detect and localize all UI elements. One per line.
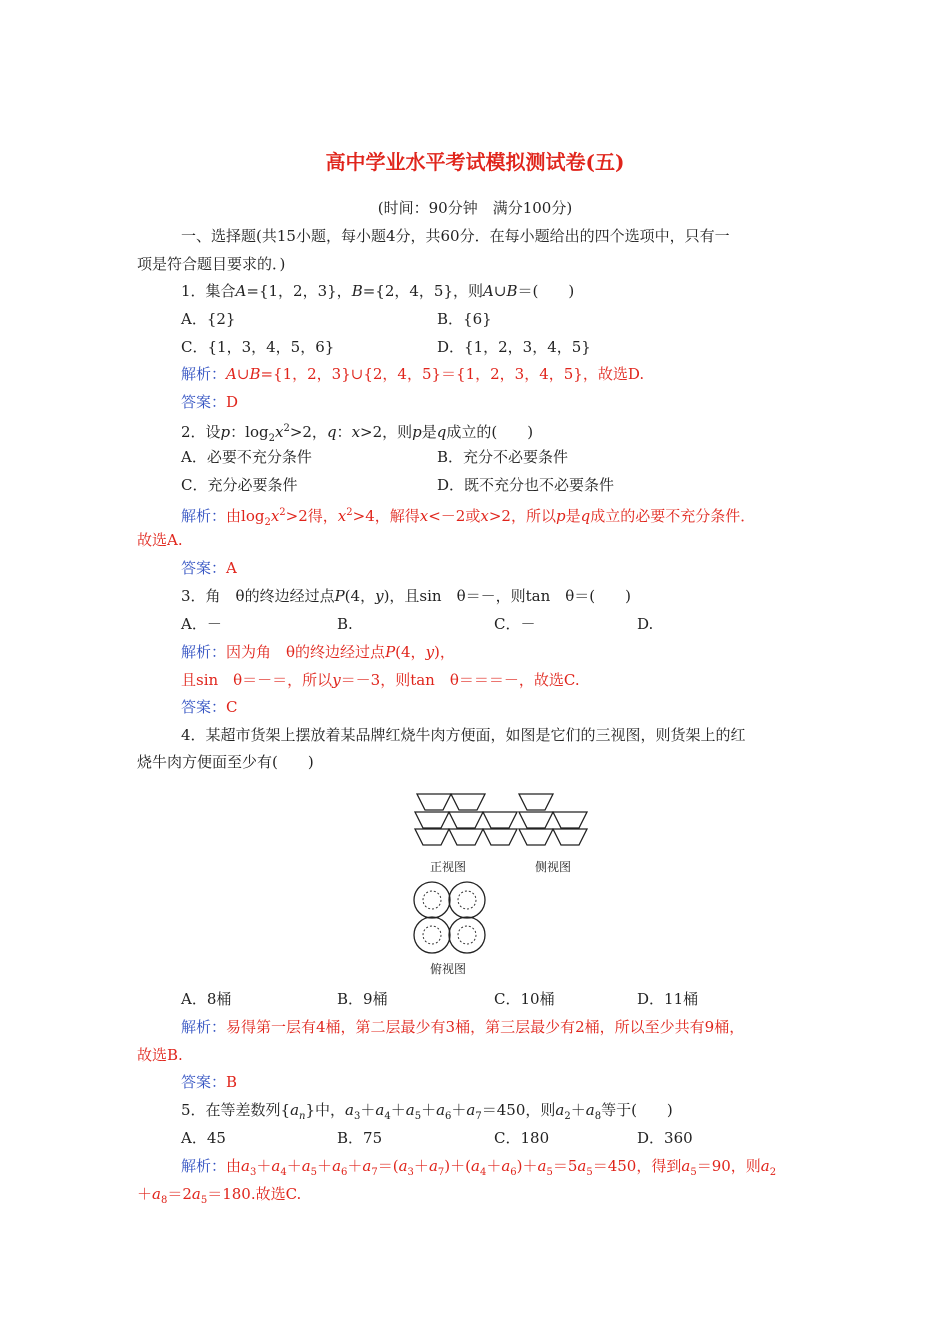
q5-analysis xyxy=(181,1155,776,1184)
q2-analysis-text: 成立的必要不充分条件． xyxy=(590,507,756,525)
q5-var-a: a xyxy=(332,1157,342,1175)
q5-var-a: a xyxy=(537,1157,547,1175)
q5-var-a: a xyxy=(405,1101,415,1119)
q5-subscript: 2 xyxy=(769,1167,777,1178)
q5-subscript: 3 xyxy=(407,1167,414,1178)
q2-analysis-text: 由log xyxy=(226,507,265,525)
q1-answer-value: D xyxy=(226,393,239,411)
q3-answer xyxy=(181,696,238,718)
q4-stem-line1: 4．某超市货架上摆放着某品牌红烧牛肉方便面，如图是它们的三视图，则货架上的红 xyxy=(181,726,746,744)
q4-option-a: A．8桶 xyxy=(181,990,232,1008)
q3-analysis-text: ＝－3，则tan θ＝＝＝－，故选C. xyxy=(340,671,580,689)
q2-exponent: 2 xyxy=(346,507,353,518)
q5-subscript: 5 xyxy=(586,1167,593,1178)
q3-var-y: y xyxy=(332,671,341,689)
q5-subscript: 2 xyxy=(564,1111,571,1122)
q2-var-p: p xyxy=(412,423,422,441)
q2-analysis-text: <－2或 xyxy=(428,507,481,525)
q5-stem-text: 等于( ) xyxy=(601,1101,673,1119)
q2-option-d: D．既不充分也不必要条件 xyxy=(437,476,615,494)
q5-plus: ＋ xyxy=(256,1157,272,1175)
q5-analysis-text: ＝( xyxy=(377,1157,399,1175)
front-view-bowl xyxy=(449,829,483,845)
q5-var-a: a xyxy=(555,1101,565,1119)
front-view-bowl xyxy=(483,829,517,845)
q5-subscript: 3 xyxy=(354,1111,361,1122)
q1-stem-text: 1．集合 xyxy=(181,282,236,300)
q5-analysis-text: ＋ xyxy=(137,1185,153,1203)
page-title: 高中学业水平考试模拟测试卷(五) xyxy=(325,150,625,174)
q3-stem-text: )，且sin θ＝－，则tan θ＝( ) xyxy=(383,587,631,605)
q3-option-a: A．－ xyxy=(181,615,222,633)
q1-option-a: A．{2} xyxy=(181,310,236,328)
q3-analysis-text: (4， xyxy=(395,643,426,661)
top-view-bowl xyxy=(449,882,485,918)
q2-analysis-text: >4，解得 xyxy=(352,507,420,525)
q1-answer xyxy=(181,391,238,413)
analysis-label: 解析： xyxy=(181,365,227,383)
q5-stem xyxy=(181,1099,673,1128)
q1-stem-text: ={1，2，3}， xyxy=(246,282,352,300)
q2-analysis-text: >2，所以 xyxy=(488,507,556,525)
q5-var-a: a xyxy=(428,1157,438,1175)
q2-var-x: x xyxy=(274,423,284,441)
front-view-bowl xyxy=(415,812,449,828)
q2-var-q: q xyxy=(436,423,447,441)
q5-plus: ＋ xyxy=(486,1157,502,1175)
q5-plus: ＋ xyxy=(347,1157,363,1175)
q3-var-y: y xyxy=(375,587,384,605)
top-view-bowl xyxy=(449,917,485,953)
q5-var-a: a xyxy=(577,1157,587,1175)
answer-label: 答案： xyxy=(181,393,227,411)
section-intro-line2: 项是符合题目要求的．) xyxy=(137,255,286,273)
q5-var-a: a xyxy=(470,1157,480,1175)
q5-var-a: a xyxy=(436,1101,446,1119)
q2-analysis xyxy=(181,502,755,534)
q5-var-a: a xyxy=(241,1157,250,1175)
q5-analysis-text: ＝90，则 xyxy=(696,1157,761,1175)
q5-subscript: 5 xyxy=(200,1195,208,1206)
answer-label: 答案： xyxy=(181,1073,227,1091)
q1-var-b: B xyxy=(506,282,518,300)
q2-stem-text: >2， xyxy=(289,423,327,441)
q5-subscript: 7 xyxy=(371,1167,378,1178)
q5-subscript: 8 xyxy=(160,1195,168,1206)
front-view-bowl xyxy=(451,794,485,810)
three-view-figure xyxy=(405,785,605,985)
q5-subscript: 7 xyxy=(475,1111,482,1122)
q3-option-d: D. xyxy=(637,615,654,633)
q5-plus: ＋ xyxy=(317,1157,333,1175)
q5-option-a: A．45 xyxy=(181,1129,226,1147)
q2-answer-value: A xyxy=(226,559,237,577)
q5-plus: ＋ xyxy=(421,1101,437,1119)
q5-plus: ＋ xyxy=(360,1101,376,1119)
q5-analysis-text: )＋( xyxy=(444,1157,471,1175)
q1-stem-text: ={2，4，5}，则 xyxy=(362,282,484,300)
q4-option-c: C．10桶 xyxy=(494,990,555,1008)
q5-subscript: 5 xyxy=(310,1167,318,1178)
q3-analysis-text: )， xyxy=(434,643,455,661)
q5-subscript: 3 xyxy=(249,1167,257,1178)
q2-var-q: q xyxy=(326,423,337,441)
q5-analysis-text: ＝450，得到 xyxy=(592,1157,682,1175)
answer-label: 答案： xyxy=(181,559,227,577)
q5-subscript: 7 xyxy=(437,1167,445,1178)
exam-subtitle: (时间：90分钟 满分100分) xyxy=(377,199,573,217)
q2-var-p: p xyxy=(555,507,566,525)
q5-analysis-text: 由 xyxy=(226,1157,242,1175)
q5-stem-text: ＝450，则 xyxy=(481,1101,556,1119)
q3-stem xyxy=(181,585,631,607)
q1-stem xyxy=(181,280,574,302)
q2-log-base: 2 xyxy=(264,517,271,528)
q2-analysis-text: 是 xyxy=(565,507,581,525)
q2-stem-text: 2．设 xyxy=(181,423,221,441)
q2-stem-text: 成立的( ) xyxy=(446,423,534,441)
q3-answer-value: C xyxy=(226,698,238,716)
q1-union: ∪ xyxy=(236,365,250,383)
side-view-bowl xyxy=(519,829,553,845)
top-view-label: 俯视图 xyxy=(429,962,467,976)
q5-var-a: a xyxy=(681,1157,691,1175)
q5-var-a: a xyxy=(585,1101,595,1119)
q2-stem-text: >2，则 xyxy=(360,423,413,441)
q1-var-a: A xyxy=(483,282,494,300)
q2-var-x: x xyxy=(337,507,347,525)
side-view-bowl xyxy=(519,812,553,828)
top-view-bowl xyxy=(414,917,450,953)
q5-stem-text: 5．在等差数列{ xyxy=(181,1101,291,1119)
q3-option-c: C．－ xyxy=(494,615,536,633)
q4-analysis xyxy=(181,1016,744,1038)
q3-stem-text: 3．角 θ的终边经过点 xyxy=(181,587,335,605)
q2-exponent: 2 xyxy=(279,507,286,518)
q1-var-a: A xyxy=(235,282,247,300)
q2-option-a: A．必要不充分条件 xyxy=(181,448,312,466)
q5-subscript: 5 xyxy=(546,1167,553,1178)
top-view-bowl-inner xyxy=(423,891,441,909)
q2-stem-text: 是 xyxy=(421,423,437,441)
q2-stem-text: ： xyxy=(336,423,352,441)
q4-answer-value: B xyxy=(226,1073,238,1091)
q1-var-b: B xyxy=(351,282,363,300)
front-view-bowl xyxy=(449,812,483,828)
q5-plus: ＋ xyxy=(413,1157,429,1175)
q1-stem-text: ＝( ) xyxy=(517,282,575,300)
q1-option-c: C．{1，3，4，5，6} xyxy=(181,338,335,356)
side-view-bowl xyxy=(553,829,587,845)
q5-subscript: n xyxy=(299,1111,306,1122)
q5-var-a: a xyxy=(191,1185,201,1203)
front-view-bowl xyxy=(417,794,451,810)
front-view-label: 正视图 xyxy=(429,860,467,874)
q2-analysis-text: >2得， xyxy=(285,507,338,525)
q5-subscript: 5 xyxy=(690,1167,697,1178)
q5-var-a: a xyxy=(398,1157,408,1175)
q5-var-a: a xyxy=(152,1185,161,1203)
q1-var-b: B xyxy=(249,365,261,383)
q3-var-y: y xyxy=(425,643,435,661)
front-view-bowl xyxy=(415,829,449,845)
q5-var-a: a xyxy=(271,1157,281,1175)
q5-plus: ＋ xyxy=(570,1101,586,1119)
q5-option-c: C．180 xyxy=(494,1129,550,1147)
q5-plus: ＋ xyxy=(286,1157,302,1175)
q2-option-b: B．充分不必要条件 xyxy=(437,448,569,466)
q3-analysis-line2 xyxy=(181,669,580,691)
q5-subscript: 6 xyxy=(341,1167,348,1178)
q2-stem-text: ：log xyxy=(230,423,269,441)
q5-stem-text: }中， xyxy=(305,1101,346,1119)
q2-var-x: x xyxy=(270,507,280,525)
q2-answer xyxy=(181,557,237,579)
q2-analysis-line2: 故选A. xyxy=(137,531,183,549)
q5-var-a: a xyxy=(375,1101,385,1119)
q3-var-p: P xyxy=(385,643,396,661)
q4-analysis-text: 易得第一层有4桶，第二层最少有3桶，第三层最少有2桶，所以至少共有9桶， xyxy=(226,1018,745,1036)
q2-exponent: 2 xyxy=(283,423,290,434)
q5-plus: ＋ xyxy=(451,1101,467,1119)
top-view-bowl-inner xyxy=(458,926,476,944)
side-view-bowl xyxy=(519,794,553,810)
q2-option-c: C．充分必要条件 xyxy=(181,476,298,494)
q5-subscript: 5 xyxy=(414,1111,422,1122)
q4-stem-line2: 烧牛肉方便面至少有( ) xyxy=(137,753,314,771)
q5-analysis-text: )＋ xyxy=(516,1157,538,1175)
analysis-label: 解析： xyxy=(181,1018,227,1036)
q1-union: ∪ xyxy=(493,282,507,300)
side-view-bowl xyxy=(553,812,587,828)
q5-var-a: a xyxy=(345,1101,354,1119)
q1-option-d: D．{1，2，3，4，5} xyxy=(437,338,591,356)
q5-plus: ＋ xyxy=(390,1101,406,1119)
q2-var-p: p xyxy=(220,423,231,441)
side-view-label: 侧视图 xyxy=(534,860,572,874)
q5-var-a: a xyxy=(362,1157,372,1175)
q1-option-b: B．{6} xyxy=(437,310,492,328)
q4-answer xyxy=(181,1071,237,1093)
q3-analysis-text: 因为角 θ的终边经过点 xyxy=(226,643,386,661)
q2-var-q: q xyxy=(580,507,591,525)
q4-option-b: B．9桶 xyxy=(337,990,388,1008)
answer-label: 答案： xyxy=(181,698,227,716)
q5-analysis-text: ＝5 xyxy=(552,1157,578,1175)
q5-subscript: 8 xyxy=(594,1111,602,1122)
q4-option-d: D．11桶 xyxy=(637,990,699,1008)
q5-var-a: a xyxy=(760,1157,770,1175)
top-view-bowl-inner xyxy=(423,926,441,944)
q5-var-a: a xyxy=(301,1157,311,1175)
q5-var-a: a xyxy=(290,1101,300,1119)
q5-analysis-line2 xyxy=(137,1183,301,1212)
section-intro-line1: 一、选择题(共15小题，每小题4分，共60分．在每小题给出的四个选项中，只有一 xyxy=(181,227,730,245)
analysis-label: 解析： xyxy=(181,643,227,661)
q5-analysis-text: ＝2 xyxy=(167,1185,192,1203)
q2-var-x: x xyxy=(480,507,489,525)
q5-var-a: a xyxy=(466,1101,476,1119)
q5-subscript: 4 xyxy=(479,1167,487,1178)
q3-var-p: P xyxy=(334,587,345,605)
q2-var-x: x xyxy=(419,507,429,525)
analysis-label: 解析： xyxy=(181,1157,227,1175)
q5-subscript: 6 xyxy=(445,1111,452,1122)
q1-analysis-text: ={1，2，3}∪{2，4，5}＝{1，2，3，4，5}，故选D. xyxy=(260,365,645,383)
q3-analysis-text: 且sin θ＝－＝，所以 xyxy=(181,671,333,689)
q5-analysis-text: ＝180.故选C. xyxy=(207,1185,302,1203)
q3-analysis xyxy=(181,641,455,663)
q3-option-b: B. xyxy=(337,615,353,633)
top-view-bowl-inner xyxy=(458,891,476,909)
q5-subscript: 4 xyxy=(280,1167,287,1178)
analysis-label: 解析： xyxy=(181,507,227,525)
q1-analysis xyxy=(181,363,644,385)
q3-stem-text: (4， xyxy=(344,587,376,605)
q5-subscript: 6 xyxy=(510,1167,517,1178)
q1-var-a: A xyxy=(226,365,237,383)
front-view-bowl xyxy=(483,812,517,828)
q5-subscript: 4 xyxy=(384,1111,391,1122)
q5-option-d: D．360 xyxy=(637,1129,693,1147)
q5-option-b: B．75 xyxy=(337,1129,383,1147)
q4-analysis-line2: 故选B. xyxy=(137,1046,183,1064)
q2-var-x: x xyxy=(351,423,361,441)
q5-var-a: a xyxy=(501,1157,511,1175)
top-view-bowl xyxy=(414,882,450,918)
q2-log-base: 2 xyxy=(268,433,275,444)
